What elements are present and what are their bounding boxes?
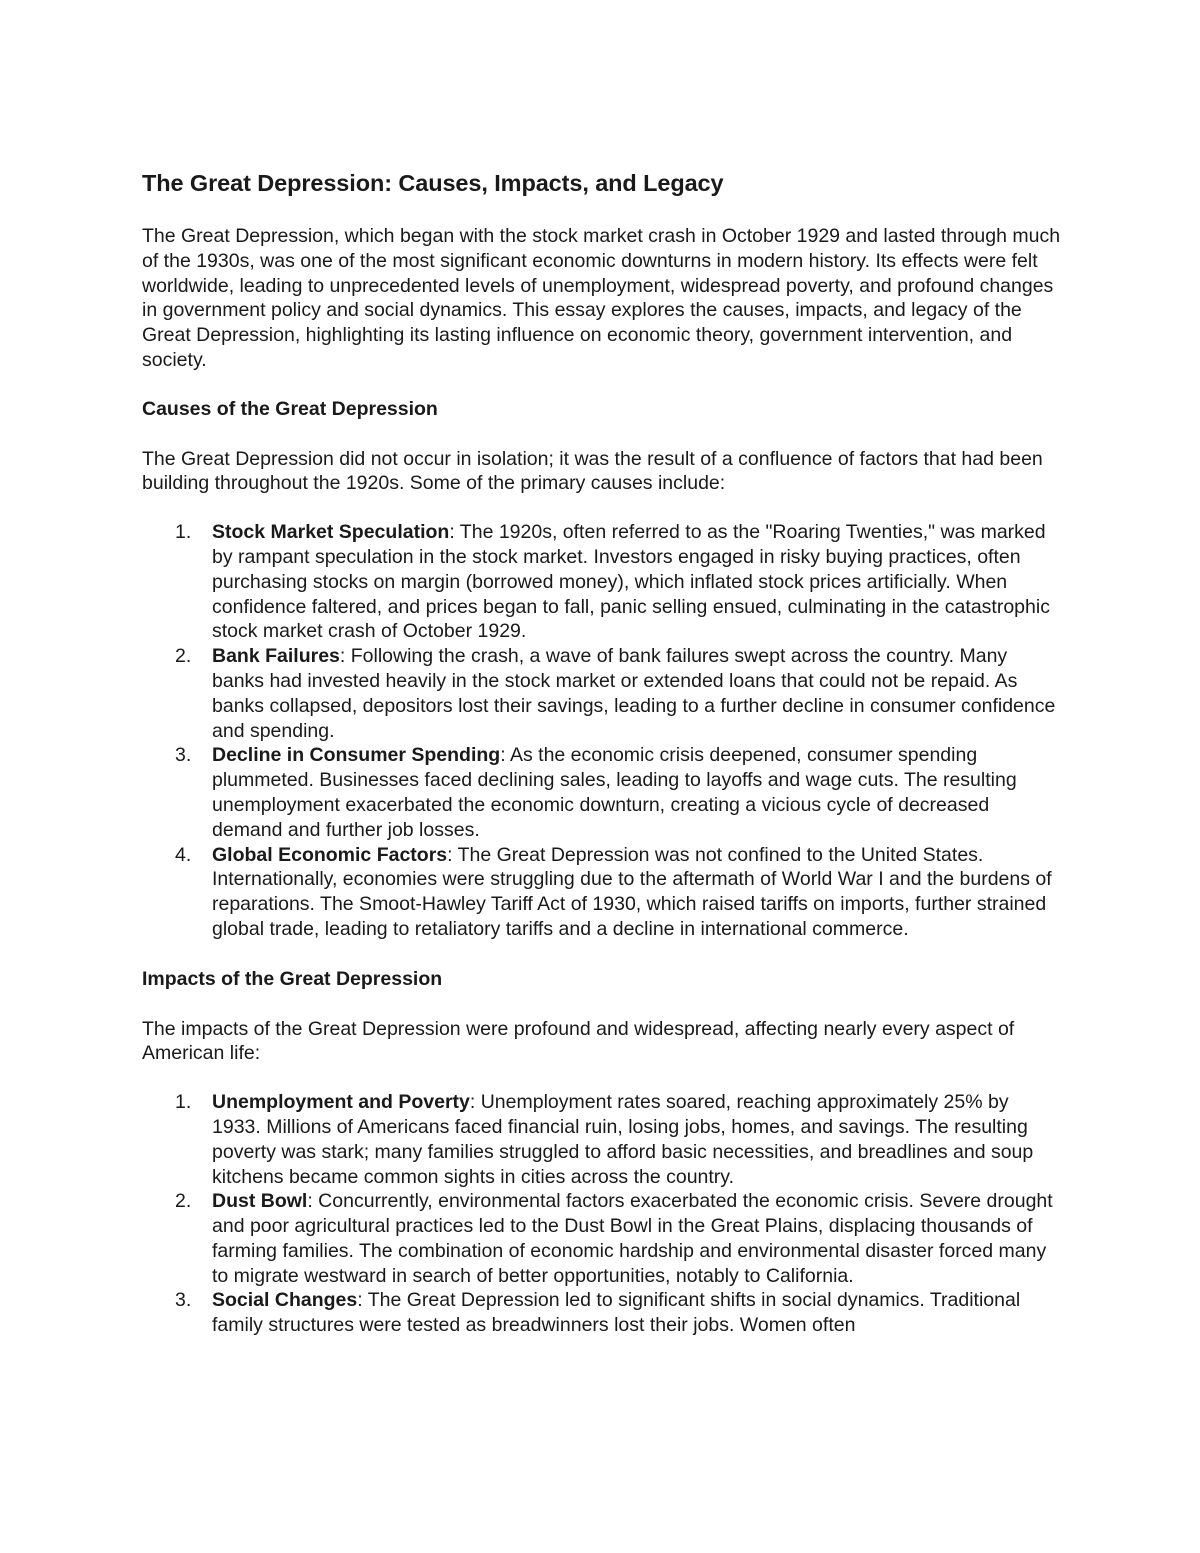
- list-text: : Unemployment rates soared, reaching approximately 25% by 1933. Millions of Americans faced financial ruin, losing jobs, homes, and savings. The resulting poverty was stark; many families struggled to afford basic necessities, and breadlines and soup kitchens became common sights in cities across the country.: [212, 1091, 1034, 1188]
- impacts-heading: Impacts of the Great Depression: [142, 967, 443, 990]
- list-number: 4.: [175, 843, 192, 866]
- list-term: Decline in Consumer Spending: [212, 744, 501, 767]
- list-term: Social Changes: [212, 1289, 358, 1312]
- document-page: [142, 168, 1062, 1363]
- list-term: Dust Bowl: [212, 1190, 308, 1213]
- list-text: : The Great Depression was not confined to the United States. Internationally, economies were struggling due to the aftermath of World War I and the burdens of reparations. The Smoot-Hawley Tariff Act of 1930, which raised tariffs on imports, further strained global trade, leading to retaliatory tariffs and a decline in international commerce.: [212, 843, 1052, 940]
- list-term: Global Economic Factors: [212, 843, 448, 866]
- causes-list: [142, 520, 1062, 942]
- impacts-intro: The impacts of the Great Depression were profound and widespread, affecting nearly every aspect of American life:: [142, 1017, 1015, 1065]
- list-text: : The 1920s, often referred to as the "Roaring Twenties," was marked by rampant speculation in the stock market. Investors engaged in risky buying practices, often purchasing stocks on margin (borrowed money), which inflated stock prices artificially. When confidence faltered, and prices began to fall, panic selling ensued, culminating in the catastrophic stock market crash of October 1929.: [212, 521, 1050, 643]
- list-item: [142, 1189, 1062, 1288]
- list-text: : Following the crash, a wave of bank failures swept across the country. Many banks had invested heavily in the stock market or extended loans that could not be repaid. As banks collapsed, depositors lost their savings, leading to a further decline in consumer confidence and spending.: [212, 645, 1056, 742]
- list-item: [142, 843, 1062, 942]
- list-number: 3.: [175, 744, 192, 767]
- list-text: : Concurrently, environmental factors exacerbated the economic crisis. Severe drought and poor agricultural practices led to the Dust Bowl in the Great Plains, displacing thousands of farming families. The combination of economic hardship and environmental disaster forced many to migrate westward in search of better opportunities, notably to California.: [212, 1190, 1053, 1287]
- list-item: [142, 644, 1062, 743]
- impacts-list: [142, 1090, 1062, 1338]
- list-item: [142, 743, 1062, 842]
- list-number: 1.: [175, 521, 192, 544]
- list-number: 2.: [175, 645, 192, 668]
- list-item: [142, 1288, 1062, 1338]
- causes-intro: The Great Depression did not occur in isolation; it was the result of a confluence of factors that had been building throughout the 1920s. Some of the primary causes include:: [142, 447, 1043, 495]
- list-number: 2.: [175, 1190, 192, 1213]
- list-term: Unemployment and Poverty: [212, 1091, 470, 1114]
- list-number: 1.: [175, 1091, 192, 1114]
- list-number: 3.: [175, 1289, 192, 1312]
- list-text: : The Great Depression led to significant shifts in social dynamics. Traditional family structures were tested as breadwinners lost their jobs. Women often: [212, 1289, 1021, 1337]
- causes-heading: Causes of the Great Depression: [142, 397, 438, 420]
- list-text: : As the economic crisis deepened, consumer spending plummeted. Businesses faced declining sales, leading to layoffs and wage cuts. The resulting unemployment exacerbated the economic downturn, creating a vicious cycle of decreased demand and further job losses.: [212, 744, 1017, 841]
- list-term: Stock Market Speculation: [212, 521, 450, 544]
- list-item: [142, 1090, 1062, 1189]
- intro-paragraph: The Great Depression, which began with the stock market crash in October 1929 and lasted through much of the 1930s, was one of the most significant economic downturns in modern history. Its effects were felt worldwide, leading to unprecedented levels of unemployment, widespread poverty, and profound changes in government policy and social dynamics. This essay explores the causes, impacts, and legacy of the Great Depression, highlighting its lasting influence on economic theory, government intervention, and society.: [142, 225, 1061, 371]
- list-item: [142, 520, 1062, 644]
- document-title: The Great Depression: Causes, Impacts, and Legacy: [142, 170, 724, 196]
- list-term: Bank Failures: [212, 645, 340, 668]
